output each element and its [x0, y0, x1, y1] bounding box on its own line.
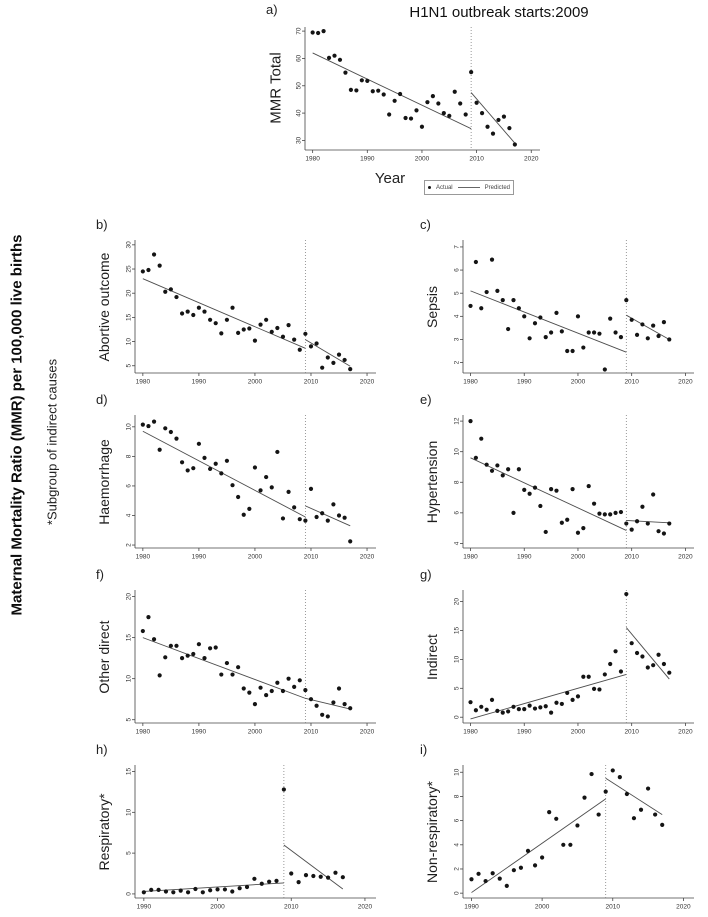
svg-text:15: 15	[125, 767, 133, 776]
panel-i	[412, 740, 708, 916]
panel-e	[412, 390, 708, 565]
svg-text:1980: 1980	[305, 155, 320, 163]
panel-a-letter: a)	[266, 2, 278, 17]
svg-text:10: 10	[453, 448, 461, 456]
legend-predicted-label: Predicted	[484, 184, 511, 191]
svg-text:1980: 1980	[135, 553, 151, 561]
svg-text:10: 10	[125, 675, 133, 683]
svg-text:15: 15	[453, 626, 461, 635]
predicted-line-icon	[458, 187, 480, 188]
svg-text:1990: 1990	[517, 378, 532, 386]
svg-text:2000: 2000	[534, 903, 550, 911]
chart-svg-b	[120, 235, 382, 387]
chart-svg-a	[290, 22, 546, 164]
svg-text:2010: 2010	[303, 378, 319, 386]
svg-text:10: 10	[125, 808, 133, 816]
svg-text:6: 6	[453, 818, 461, 823]
svg-text:2000: 2000	[247, 553, 263, 561]
x-axis-title-year: Year	[374, 170, 406, 187]
chart-svg-e	[448, 410, 700, 562]
panel-b-plot-area	[120, 235, 382, 392]
panel-g-letter: g)	[420, 567, 432, 582]
chart-svg-f	[120, 585, 382, 737]
svg-text:2000: 2000	[570, 553, 586, 561]
svg-text:5: 5	[125, 363, 133, 368]
svg-text:1980: 1980	[463, 553, 478, 561]
svg-text:50: 50	[295, 82, 303, 90]
footnote-subgroup: *Subgroup of indirect causes	[44, 358, 60, 526]
svg-text:8: 8	[125, 454, 133, 459]
svg-text:1980: 1980	[463, 378, 478, 386]
svg-text:8: 8	[453, 480, 461, 485]
svg-text:1980: 1980	[135, 728, 151, 736]
panel-a-y-axis-title: MMR Total	[267, 52, 285, 124]
panel-b-y-axis-title: Abortive outcome	[96, 252, 112, 362]
svg-text:2010: 2010	[469, 155, 484, 163]
svg-text:7: 7	[453, 245, 461, 249]
svg-text:2020: 2020	[357, 903, 373, 911]
legend-actual-label: Actual	[435, 184, 453, 191]
svg-text:15: 15	[125, 634, 133, 642]
svg-text:5: 5	[125, 851, 133, 855]
svg-text:4: 4	[453, 842, 461, 847]
chart-svg-g	[448, 585, 700, 737]
panel-e-plot-area	[448, 410, 700, 567]
panel-h-plot-area	[120, 760, 382, 917]
svg-text:2020: 2020	[359, 378, 375, 386]
svg-text:5: 5	[453, 291, 461, 296]
svg-text:2020: 2020	[524, 155, 539, 163]
svg-text:70: 70	[295, 27, 303, 35]
panel-a-plot-area	[290, 22, 546, 169]
panel-e-y-axis-title: Hypertension	[424, 440, 440, 524]
svg-text:2000: 2000	[247, 378, 263, 386]
svg-text:2020: 2020	[359, 553, 375, 561]
svg-text:0: 0	[453, 715, 461, 720]
svg-text:2010: 2010	[624, 553, 639, 561]
svg-text:25: 25	[125, 265, 133, 273]
svg-text:2000: 2000	[247, 728, 263, 736]
legend-box	[424, 180, 514, 195]
svg-text:1990: 1990	[191, 378, 207, 386]
svg-text:5: 5	[453, 686, 461, 691]
svg-text:2020: 2020	[678, 553, 693, 561]
svg-text:2010: 2010	[624, 378, 639, 386]
panel-h-letter: h)	[96, 742, 108, 757]
svg-text:10: 10	[125, 337, 133, 346]
svg-text:3: 3	[453, 337, 461, 342]
svg-text:1990: 1990	[360, 155, 375, 163]
svg-text:20: 20	[453, 597, 461, 606]
svg-text:1990: 1990	[136, 903, 152, 911]
panel-d-plot-area	[120, 410, 382, 567]
svg-text:6: 6	[453, 268, 461, 272]
svg-text:20: 20	[125, 592, 133, 601]
svg-text:40: 40	[295, 109, 303, 117]
panel-b-letter: b)	[96, 217, 108, 232]
panel-b	[88, 215, 393, 390]
panel-e-letter: e)	[420, 392, 432, 407]
panel-f-plot-area	[120, 585, 382, 742]
panel-c-y-axis-title: Sepsis	[424, 285, 440, 329]
svg-text:2000: 2000	[414, 155, 430, 163]
shared-y-axis-label: Maternal Mortality Ratio (MMR) per 100,000 live births	[8, 234, 26, 616]
svg-text:2: 2	[453, 867, 461, 871]
panel-d	[88, 390, 393, 565]
panel-c-plot-area	[448, 235, 700, 392]
chart-svg-h	[120, 760, 382, 912]
panel-g	[412, 565, 708, 740]
svg-text:4: 4	[453, 314, 461, 319]
svg-text:1990: 1990	[191, 553, 207, 561]
panel-f	[88, 565, 393, 740]
svg-text:0: 0	[453, 891, 461, 895]
panel-f-y-axis-title: Other direct	[96, 620, 112, 694]
svg-text:2010: 2010	[303, 553, 319, 561]
svg-text:2020: 2020	[359, 728, 375, 736]
panel-c	[412, 215, 708, 390]
svg-text:1980: 1980	[463, 728, 478, 736]
panel-g-y-axis-title: Indirect	[424, 634, 440, 680]
chart-svg-d	[120, 410, 382, 562]
svg-text:2010: 2010	[624, 728, 639, 736]
svg-text:0: 0	[125, 892, 133, 896]
svg-text:4: 4	[125, 513, 133, 518]
panel-f-letter: f)	[96, 567, 104, 582]
svg-text:1990: 1990	[464, 903, 479, 911]
panel-d-y-axis-title: Haemorrhage	[96, 439, 112, 525]
panel-i-plot-area	[448, 760, 700, 917]
panel-h	[88, 740, 393, 916]
svg-text:5: 5	[125, 717, 133, 722]
svg-text:15: 15	[125, 313, 133, 321]
figure-title: H1N1 outbreak starts:2009	[409, 4, 589, 21]
svg-text:1990: 1990	[517, 553, 532, 561]
svg-text:1990: 1990	[191, 728, 207, 736]
svg-text:2020: 2020	[678, 728, 693, 736]
svg-text:30: 30	[295, 136, 303, 145]
actual-marker-icon	[428, 186, 431, 189]
svg-text:20: 20	[125, 289, 133, 297]
svg-text:2000: 2000	[570, 378, 586, 386]
svg-text:2010: 2010	[605, 903, 620, 911]
svg-text:8: 8	[453, 794, 461, 799]
svg-text:2: 2	[125, 543, 133, 547]
panel-d-letter: d)	[96, 392, 108, 407]
svg-text:10: 10	[453, 768, 461, 776]
chart-svg-i	[448, 760, 700, 912]
panel-i-y-axis-title: Non-respiratory*	[424, 781, 440, 883]
svg-text:1980: 1980	[135, 378, 151, 386]
svg-text:2: 2	[453, 360, 461, 365]
svg-text:12: 12	[453, 417, 461, 425]
svg-text:30: 30	[125, 241, 133, 249]
svg-text:6: 6	[453, 511, 461, 515]
svg-text:2020: 2020	[678, 378, 693, 386]
svg-text:60: 60	[295, 54, 303, 63]
svg-text:2020: 2020	[676, 903, 691, 911]
svg-text:10: 10	[453, 655, 461, 664]
svg-text:2000: 2000	[210, 903, 225, 911]
svg-text:10: 10	[125, 423, 133, 431]
panel-c-letter: c)	[420, 217, 431, 232]
svg-text:2010: 2010	[284, 903, 299, 911]
svg-text:2010: 2010	[303, 728, 319, 736]
panel-h-y-axis-title: Respiratory*	[96, 793, 112, 871]
svg-text:2000: 2000	[570, 728, 586, 736]
chart-svg-c	[448, 235, 700, 387]
panel-i-letter: i)	[420, 742, 428, 757]
svg-text:4: 4	[453, 541, 461, 546]
svg-text:6: 6	[125, 484, 133, 488]
panel-g-plot-area	[448, 585, 700, 742]
svg-text:1990: 1990	[517, 728, 532, 736]
